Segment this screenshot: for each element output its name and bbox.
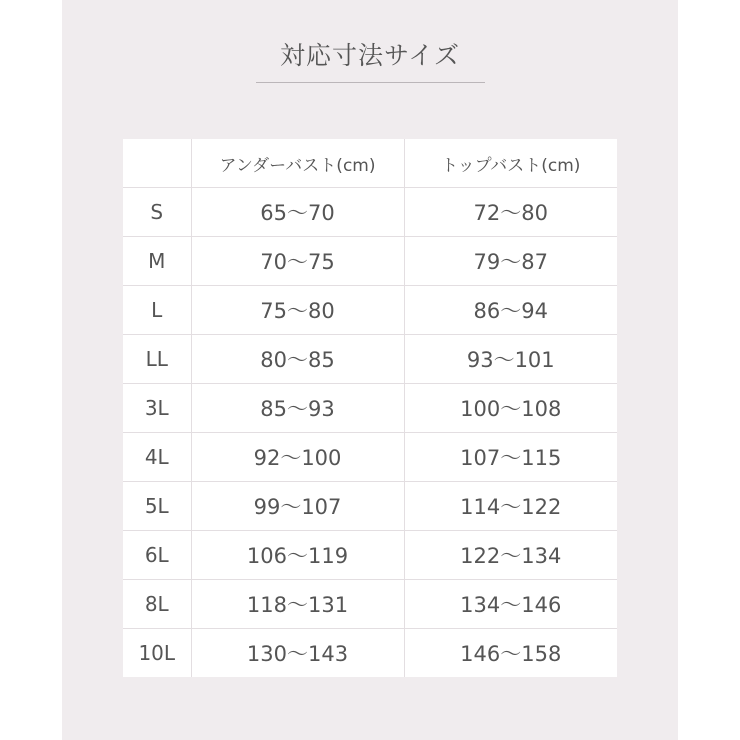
- top-bust-cell: 107〜115: [404, 433, 617, 482]
- table-row: [123, 531, 617, 580]
- under-bust-cell: 85〜93: [191, 384, 404, 433]
- top-bust-cell: 114〜122: [404, 482, 617, 531]
- top-bust-cell: 134〜146: [404, 580, 617, 629]
- under-bust-cell: 118〜131: [191, 580, 404, 629]
- table-row: [123, 580, 617, 629]
- top-bust-cell: 86〜94: [404, 286, 617, 335]
- under-bust-cell: 65〜70: [191, 188, 404, 237]
- under-bust-cell: 75〜80: [191, 286, 404, 335]
- table-row: [123, 188, 617, 237]
- page-title: 対応寸法サイズ: [279, 41, 460, 70]
- size-table: [123, 139, 617, 677]
- top-bust-cell: 122〜134: [404, 531, 617, 580]
- under-bust-cell: 106〜119: [191, 531, 404, 580]
- size-cell: 5L: [123, 482, 191, 531]
- top-bust-cell: 93〜101: [404, 335, 617, 384]
- content-panel: [62, 0, 678, 740]
- header-size: [123, 139, 191, 188]
- top-bust-cell: 146〜158: [404, 629, 617, 678]
- header-under-bust: アンダーバスト(cm): [191, 139, 404, 188]
- under-bust-cell: 99〜107: [191, 482, 404, 531]
- top-bust-cell: 100〜108: [404, 384, 617, 433]
- under-bust-cell: 92〜100: [191, 433, 404, 482]
- under-bust-cell: 130〜143: [191, 629, 404, 678]
- size-cell: 3L: [123, 384, 191, 433]
- size-cell: M: [123, 237, 191, 286]
- table-row: [123, 237, 617, 286]
- under-bust-cell: 80〜85: [191, 335, 404, 384]
- under-bust-cell: 70〜75: [191, 237, 404, 286]
- size-cell: 10L: [123, 629, 191, 678]
- size-cell: 4L: [123, 433, 191, 482]
- size-cell: 6L: [123, 531, 191, 580]
- header-top-bust: トップバスト(cm): [404, 139, 617, 188]
- table-row: [123, 384, 617, 433]
- title-underline: [256, 82, 485, 83]
- table-row: [123, 433, 617, 482]
- size-cell: LL: [123, 335, 191, 384]
- table-header-row: [123, 139, 617, 188]
- table-row: [123, 629, 617, 678]
- top-bust-cell: 79〜87: [404, 237, 617, 286]
- size-cell: S: [123, 188, 191, 237]
- size-cell: 8L: [123, 580, 191, 629]
- top-bust-cell: 72〜80: [404, 188, 617, 237]
- table-row: [123, 482, 617, 531]
- table-row: [123, 335, 617, 384]
- size-cell: L: [123, 286, 191, 335]
- table-row: [123, 286, 617, 335]
